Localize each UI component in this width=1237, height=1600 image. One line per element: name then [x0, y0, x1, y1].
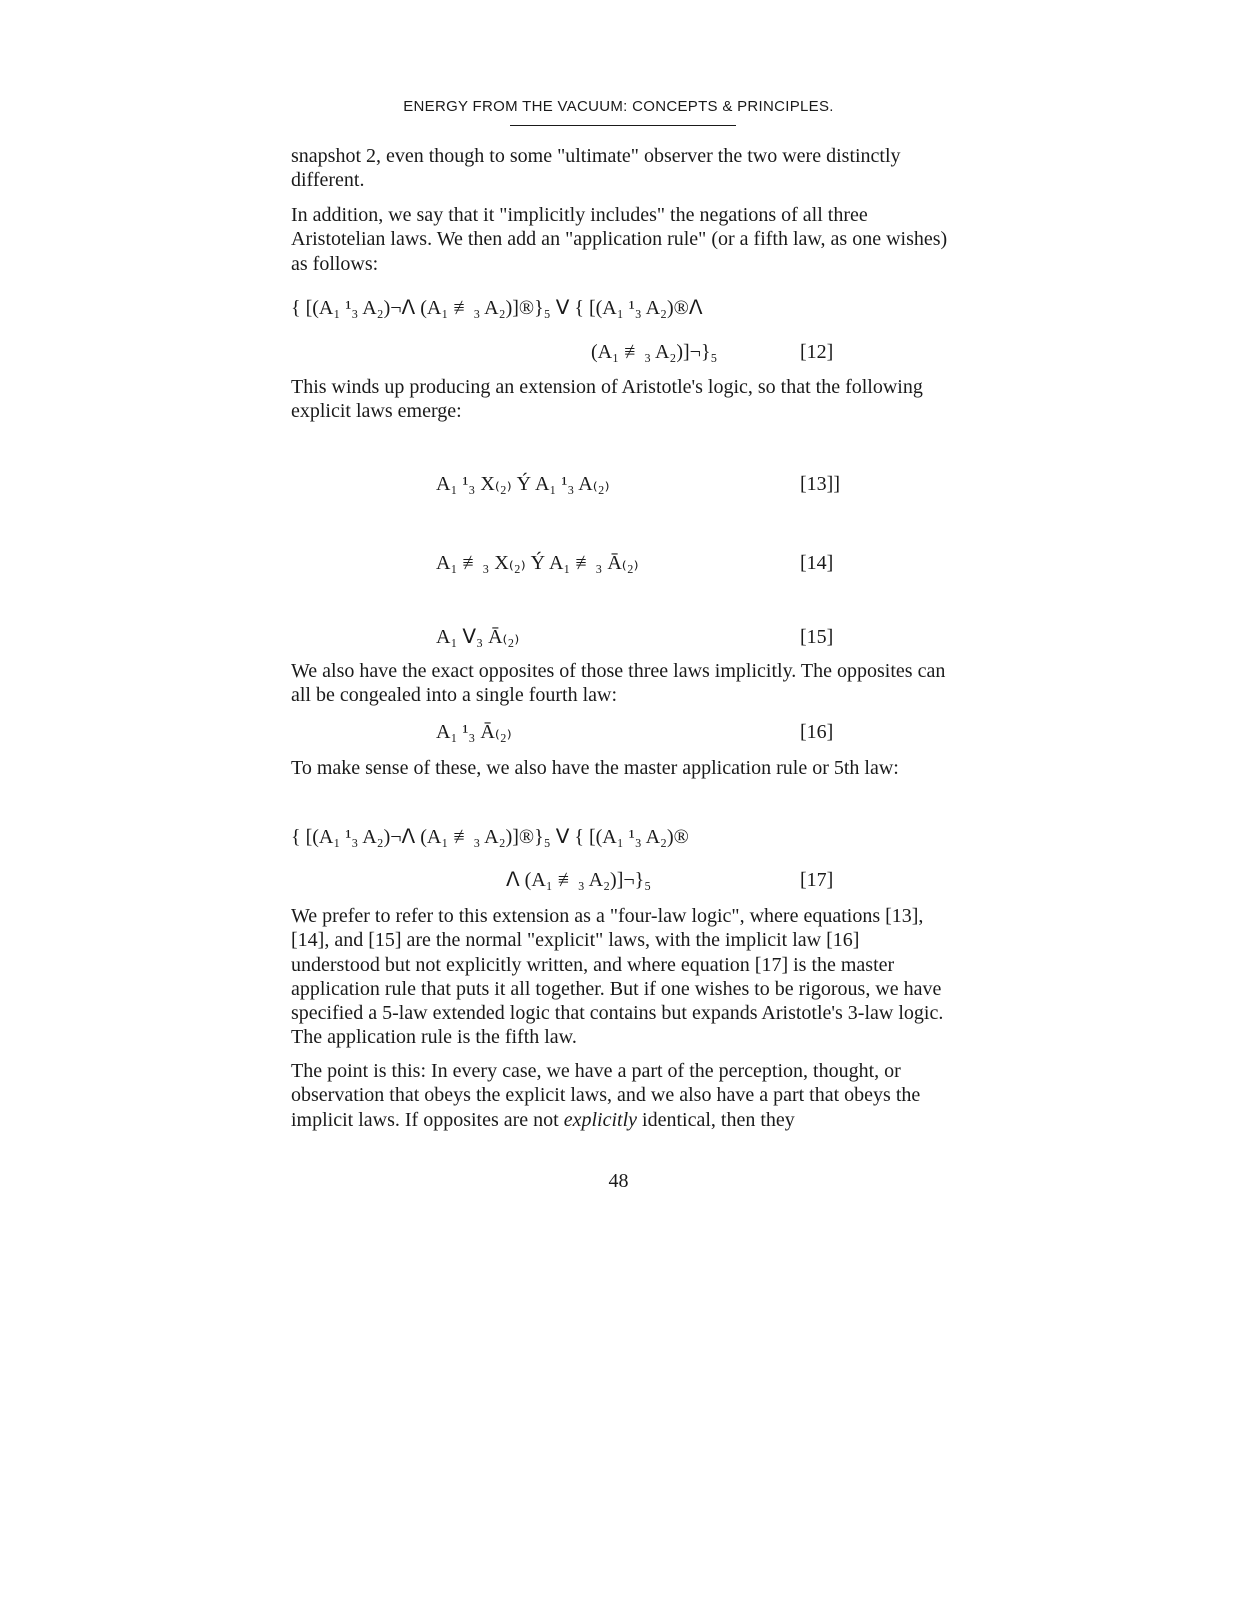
header-rule	[510, 125, 736, 126]
equation-13-number: [13]]	[800, 473, 840, 495]
equation-17-line-2: ᐱ (A₁ ≢₃ A₂)]¬}₅	[506, 869, 652, 891]
paragraph-addition: In addition, we say that it "implicitly includes" the negations of all three Aristotelian laws. We then add an "application rule" (or a fifth law, as one wishes) as follows:	[291, 204, 948, 275]
emphasis-explicitly: explicitly	[563, 1108, 638, 1131]
equation-15-number: [15]	[800, 626, 834, 648]
equation-14-number: [14]	[800, 552, 834, 574]
paragraph-master-rule: To make sense of these, we also have the master application rule or 5th law:	[291, 757, 899, 779]
equation-17-number: [17]	[800, 869, 834, 891]
equation-13: A₁ ¹₃ X₍₂₎ Ý A₁ ¹₃ A₍₂₎	[436, 473, 610, 495]
equation-17-line-1: { [(A₁ ¹₃ A₂)¬ᐱ (A₁ ≢₃ A₂)]®}₅ ᐯ { [(A₁ ¹₃ A₂)®	[291, 826, 689, 848]
page-number: 48	[608, 1170, 629, 1192]
equation-12-line-2: (A₁ ≢₃ A₂)]¬}₅	[591, 341, 718, 363]
equation-15: A₁ ᐯ₃ Ā₍₂₎	[436, 626, 520, 648]
equation-14: A₁ ≢₃ X₍₂₎ Ý A₁ ≢₃ Ā₍₂₎	[436, 552, 639, 574]
equation-16-number: [16]	[800, 721, 834, 743]
paragraph-extension: This winds up producing an extension of Aristotle's logic, so that the following explicit laws emerge:	[291, 376, 923, 423]
paragraph-point	[291, 1059, 951, 1132]
paragraph-four-law-logic: We prefer to refer to this extension as a "four-law logic", where equations [13], [14], and [15] are the normal "explicit" laws, with the implicit law [16] understood but not explicitly written, and where equation [17] is the master application rule that puts it all together. But if one wishes to be rigorous, we have specified a 5-law extended logic that contains but expands Aristotle's 3-law logic. The application rule is the fifth law.	[291, 905, 944, 1049]
equation-12-line-1: { [(A₁ ¹₃ A₂)¬ᐱ (A₁ ≢₃ A₂)]®}₅ ᐯ { [(A₁ ¹₃ A₂)®ᐱ	[291, 297, 703, 319]
running-header: ENERGY FROM THE VACUUM: CONCEPTS & PRINCIPLES.	[403, 98, 834, 115]
paragraph-snapshot: snapshot 2, even though to some "ultimate" observer the two were distinctly different.	[291, 145, 901, 192]
paragraph-point-tail: identical, then they	[637, 1108, 795, 1131]
paragraph-point-text: The point is this: In every case, we have a part of the perception, thought, or observation that obeys the explicit laws, and we also have a part that obeys the implicit laws. If opposites are not	[291, 1060, 921, 1131]
equation-12-number: [12]	[800, 341, 834, 363]
paragraph-opposites: We also have the exact opposites of those three laws implicitly. The opposites can all be congealed into a single fourth law:	[291, 660, 946, 707]
equation-16: A₁ ¹₃ Ā₍₂₎	[436, 721, 512, 743]
